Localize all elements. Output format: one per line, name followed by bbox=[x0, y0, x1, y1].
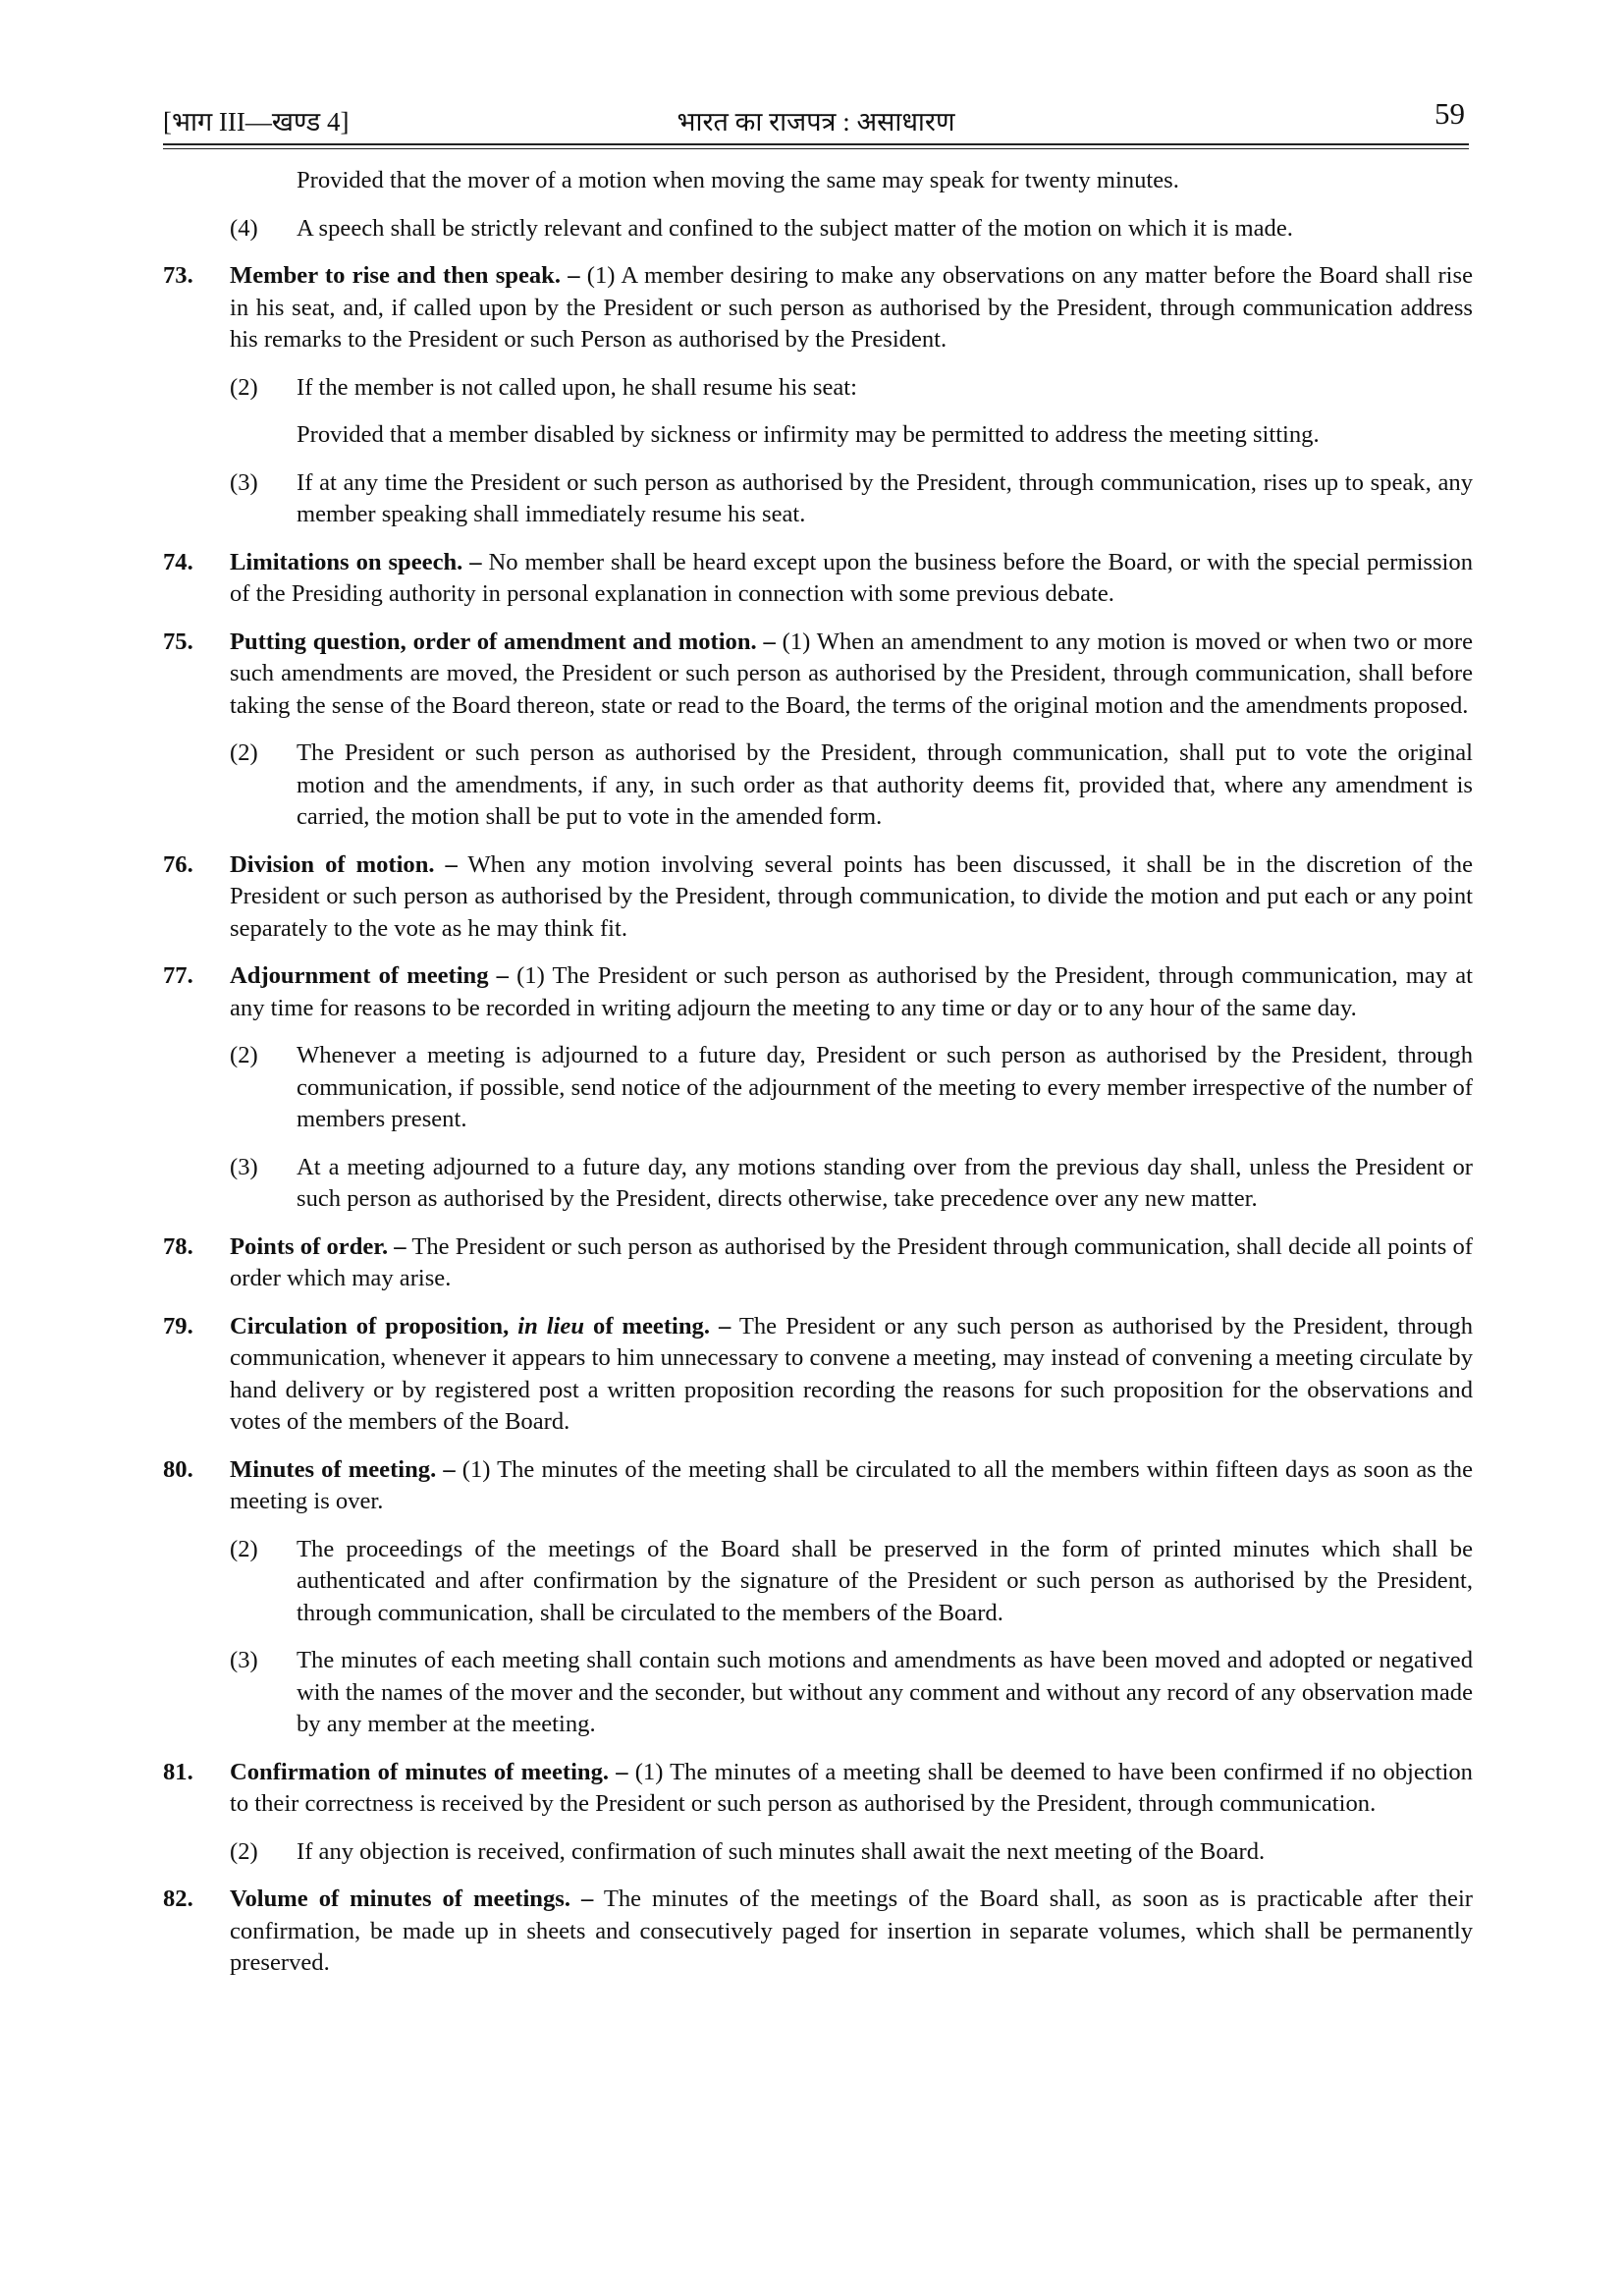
section-text: When any motion involving several points has been discussed, it shall be in the discretion of the President or such person as authorised by the President, through communication, to divide the motion and put each or any point separately to the vote as he may think fit. bbox=[230, 850, 1474, 942]
section-title: Volume of minutes of meetings. – bbox=[230, 1886, 594, 1912]
subsection-paragraph bbox=[163, 213, 1473, 246]
section-paragraph bbox=[163, 1884, 1473, 1980]
subsection-text: Whenever a meeting is adjourned to a future day, President or such person as authorised by the President, through communication, if possible, send notice of the adjournment of the meeting to every member irrespective of the number of members present. bbox=[297, 1042, 1473, 1132]
section-title: Division of motion. – bbox=[230, 850, 458, 878]
subsection-number: (2) bbox=[230, 1535, 258, 1562]
subsection-paragraph bbox=[163, 1534, 1473, 1630]
section-title: Putting question, order of amendment and motion. – bbox=[230, 628, 776, 655]
subsection-text: At a meeting adjourned to a future day, any motions standing over from the previous day shall, unless the President or such person as authorised by the President, directs otherwise, take precedence over any new matter. bbox=[297, 1153, 1473, 1212]
section-text: (1) The minutes of a meeting shall be deemed to have been confirmed if no objection to their correctness is received by the President or such person as authorised by the President, through communication. bbox=[230, 1758, 1473, 1817]
section-number: 78. bbox=[163, 1232, 193, 1260]
header-gazette-title: भारत का राजपत्र : असाधारण bbox=[677, 107, 955, 137]
section-number: 74. bbox=[163, 548, 193, 575]
subsection-text: The minutes of each meeting shall contain such motions and amendments as have been moved and adopted or negatived with the names of the mover and the seconder, but without any comment and without any record of any observation made by any member at the meeting. bbox=[297, 1647, 1473, 1737]
subsection-text: If any objection is received, confirmation of such minutes shall await the next meeting of the Board. bbox=[297, 1837, 1266, 1865]
section-text: (1) A member desiring to make any observations on any matter before the Board shall rise in his seat, and, if called upon by the President or such person as authorised by the President, through communication address his remarks to the President or such Person as authorised by the President. bbox=[230, 262, 1473, 353]
subsection-paragraph bbox=[163, 1152, 1473, 1216]
subsection-number: (2) bbox=[230, 373, 258, 401]
section-number: 77. bbox=[163, 962, 193, 989]
subsection-text: If the member is not called upon, he shall resume his seat: bbox=[297, 373, 857, 401]
proviso-text: Provided that a member disabled by sickness or infirmity may be permitted to address the meeting sitting. bbox=[297, 421, 1320, 448]
section-number: 82. bbox=[163, 1886, 193, 1912]
section-number: 73. bbox=[163, 262, 193, 289]
subsection-text: A speech shall be strictly relevant and confined to the subject matter of the motion on which it is made. bbox=[297, 214, 1293, 242]
subsection-number: (2) bbox=[230, 739, 258, 766]
section-title: Member to rise and then speak. – bbox=[230, 262, 580, 289]
section-title: Limitations on speech. – bbox=[230, 548, 482, 575]
subsection-paragraph bbox=[163, 1836, 1473, 1869]
header-rule-thin bbox=[163, 148, 1469, 149]
subsection-number: (3) bbox=[230, 1153, 258, 1180]
section-text: No member shall be heard except upon the business before the Board, or with the special permission of the Presiding authority in personal explanation in connection with some previous debate. bbox=[230, 548, 1473, 607]
section-paragraph bbox=[163, 1454, 1473, 1518]
subsection-text: If at any time the President or such person as authorised by the President, through communication, rises up to speak, any member speaking shall immediately resume his seat. bbox=[297, 468, 1473, 527]
section-number: 81. bbox=[163, 1758, 193, 1785]
section-paragraph bbox=[163, 849, 1473, 946]
subsection-paragraph bbox=[163, 1645, 1473, 1741]
section-text: The President or such person as authorised by the President through communication, shall decide all points of order which may arise. bbox=[230, 1232, 1473, 1291]
section-text: The President or any such person as authorised by the President, through communication, whenever it appears to him unnecessary to convene a meeting, may instead of convening a meeting circulate by hand delivery or by registered post a written proposition recording the reasons for such proposition for the observations and votes of the members of the Board. bbox=[230, 1312, 1473, 1435]
header-rule-thick bbox=[163, 143, 1469, 145]
proviso-paragraph bbox=[163, 419, 1473, 452]
section-text: The minutes of the meetings of the Board shall, as soon as is practicable after their confirmation, be made up in sheets and consecutively paged for insertion in separate volumes, which shall be permanently preserved. bbox=[230, 1886, 1473, 1976]
proviso-text: Provided that the mover of a motion when moving the same may speak for twenty minutes. bbox=[297, 167, 1179, 193]
subsection-number: (3) bbox=[230, 468, 258, 496]
section-paragraph bbox=[163, 627, 1473, 723]
section-paragraph bbox=[163, 547, 1473, 611]
page-number: 59 bbox=[1435, 96, 1465, 131]
section-text: (1) The President or such person as authorised by the President, through communication, may at any time for reasons to be recorded in writing adjourn the meeting to any time or day or to any hour of the same day. bbox=[230, 962, 1473, 1021]
subsection-paragraph bbox=[163, 1040, 1473, 1136]
header-part-section: [भाग III—खण्ड 4] bbox=[163, 107, 350, 137]
document-body bbox=[163, 165, 1473, 1980]
section-title: Circulation of proposition, bbox=[230, 1312, 518, 1339]
section-paragraph bbox=[163, 1757, 1473, 1821]
section-title: Confirmation of minutes of meeting. – bbox=[230, 1758, 628, 1785]
section-number: 75. bbox=[163, 628, 193, 655]
section-paragraph bbox=[163, 260, 1473, 356]
subsection-text: The President or such person as authorised by the President, through communication, shall put to vote the original motion and the amendments, if any, in such order as that authority deems fit, provided that, where any amendment is carried, the motion shall be put to vote in the amended form. bbox=[297, 739, 1473, 830]
section-text: (1) When an amendment to any motion is moved or when two or more such amendments are moved, the President or such person as authorised by the President, through communication, shall before taking the sense of the Board thereon, state or read to the Board, the terms of the original motion and the amendments proposed. bbox=[230, 628, 1474, 719]
section-paragraph bbox=[163, 1311, 1473, 1439]
subsection-number: (2) bbox=[230, 1042, 258, 1068]
section-title: Minutes of meeting. – bbox=[230, 1455, 456, 1483]
section-text: (1) The minutes of the meeting shall be circulated to all the members within fifteen days as soon as the meeting is over. bbox=[230, 1455, 1473, 1514]
section-number: 76. bbox=[163, 850, 193, 878]
page-header bbox=[163, 94, 1469, 143]
section-title-tail: of meeting. – bbox=[584, 1312, 731, 1339]
subsection-number: (2) bbox=[230, 1837, 258, 1865]
section-paragraph bbox=[163, 960, 1473, 1024]
section-title: Points of order. – bbox=[230, 1232, 406, 1260]
subsection-text: The proceedings of the meetings of the Board shall be preserved in the form of printed minutes which shall be authenticated and after confirmation by the signature of the President or such person as authorised by the President, through communication, shall be circulated to the members of the Board. bbox=[297, 1535, 1473, 1626]
section-title-italic: in lieu bbox=[517, 1312, 585, 1339]
subsection-number: (4) bbox=[230, 214, 258, 242]
subsection-paragraph bbox=[163, 372, 1473, 405]
subsection-number: (3) bbox=[230, 1647, 258, 1673]
section-paragraph bbox=[163, 1231, 1473, 1295]
proviso-paragraph bbox=[163, 165, 1473, 197]
section-number: 79. bbox=[163, 1312, 193, 1339]
section-number: 80. bbox=[163, 1455, 193, 1483]
section-title: Adjournment of meeting – bbox=[230, 962, 509, 989]
subsection-paragraph bbox=[163, 467, 1473, 531]
subsection-paragraph bbox=[163, 738, 1473, 834]
